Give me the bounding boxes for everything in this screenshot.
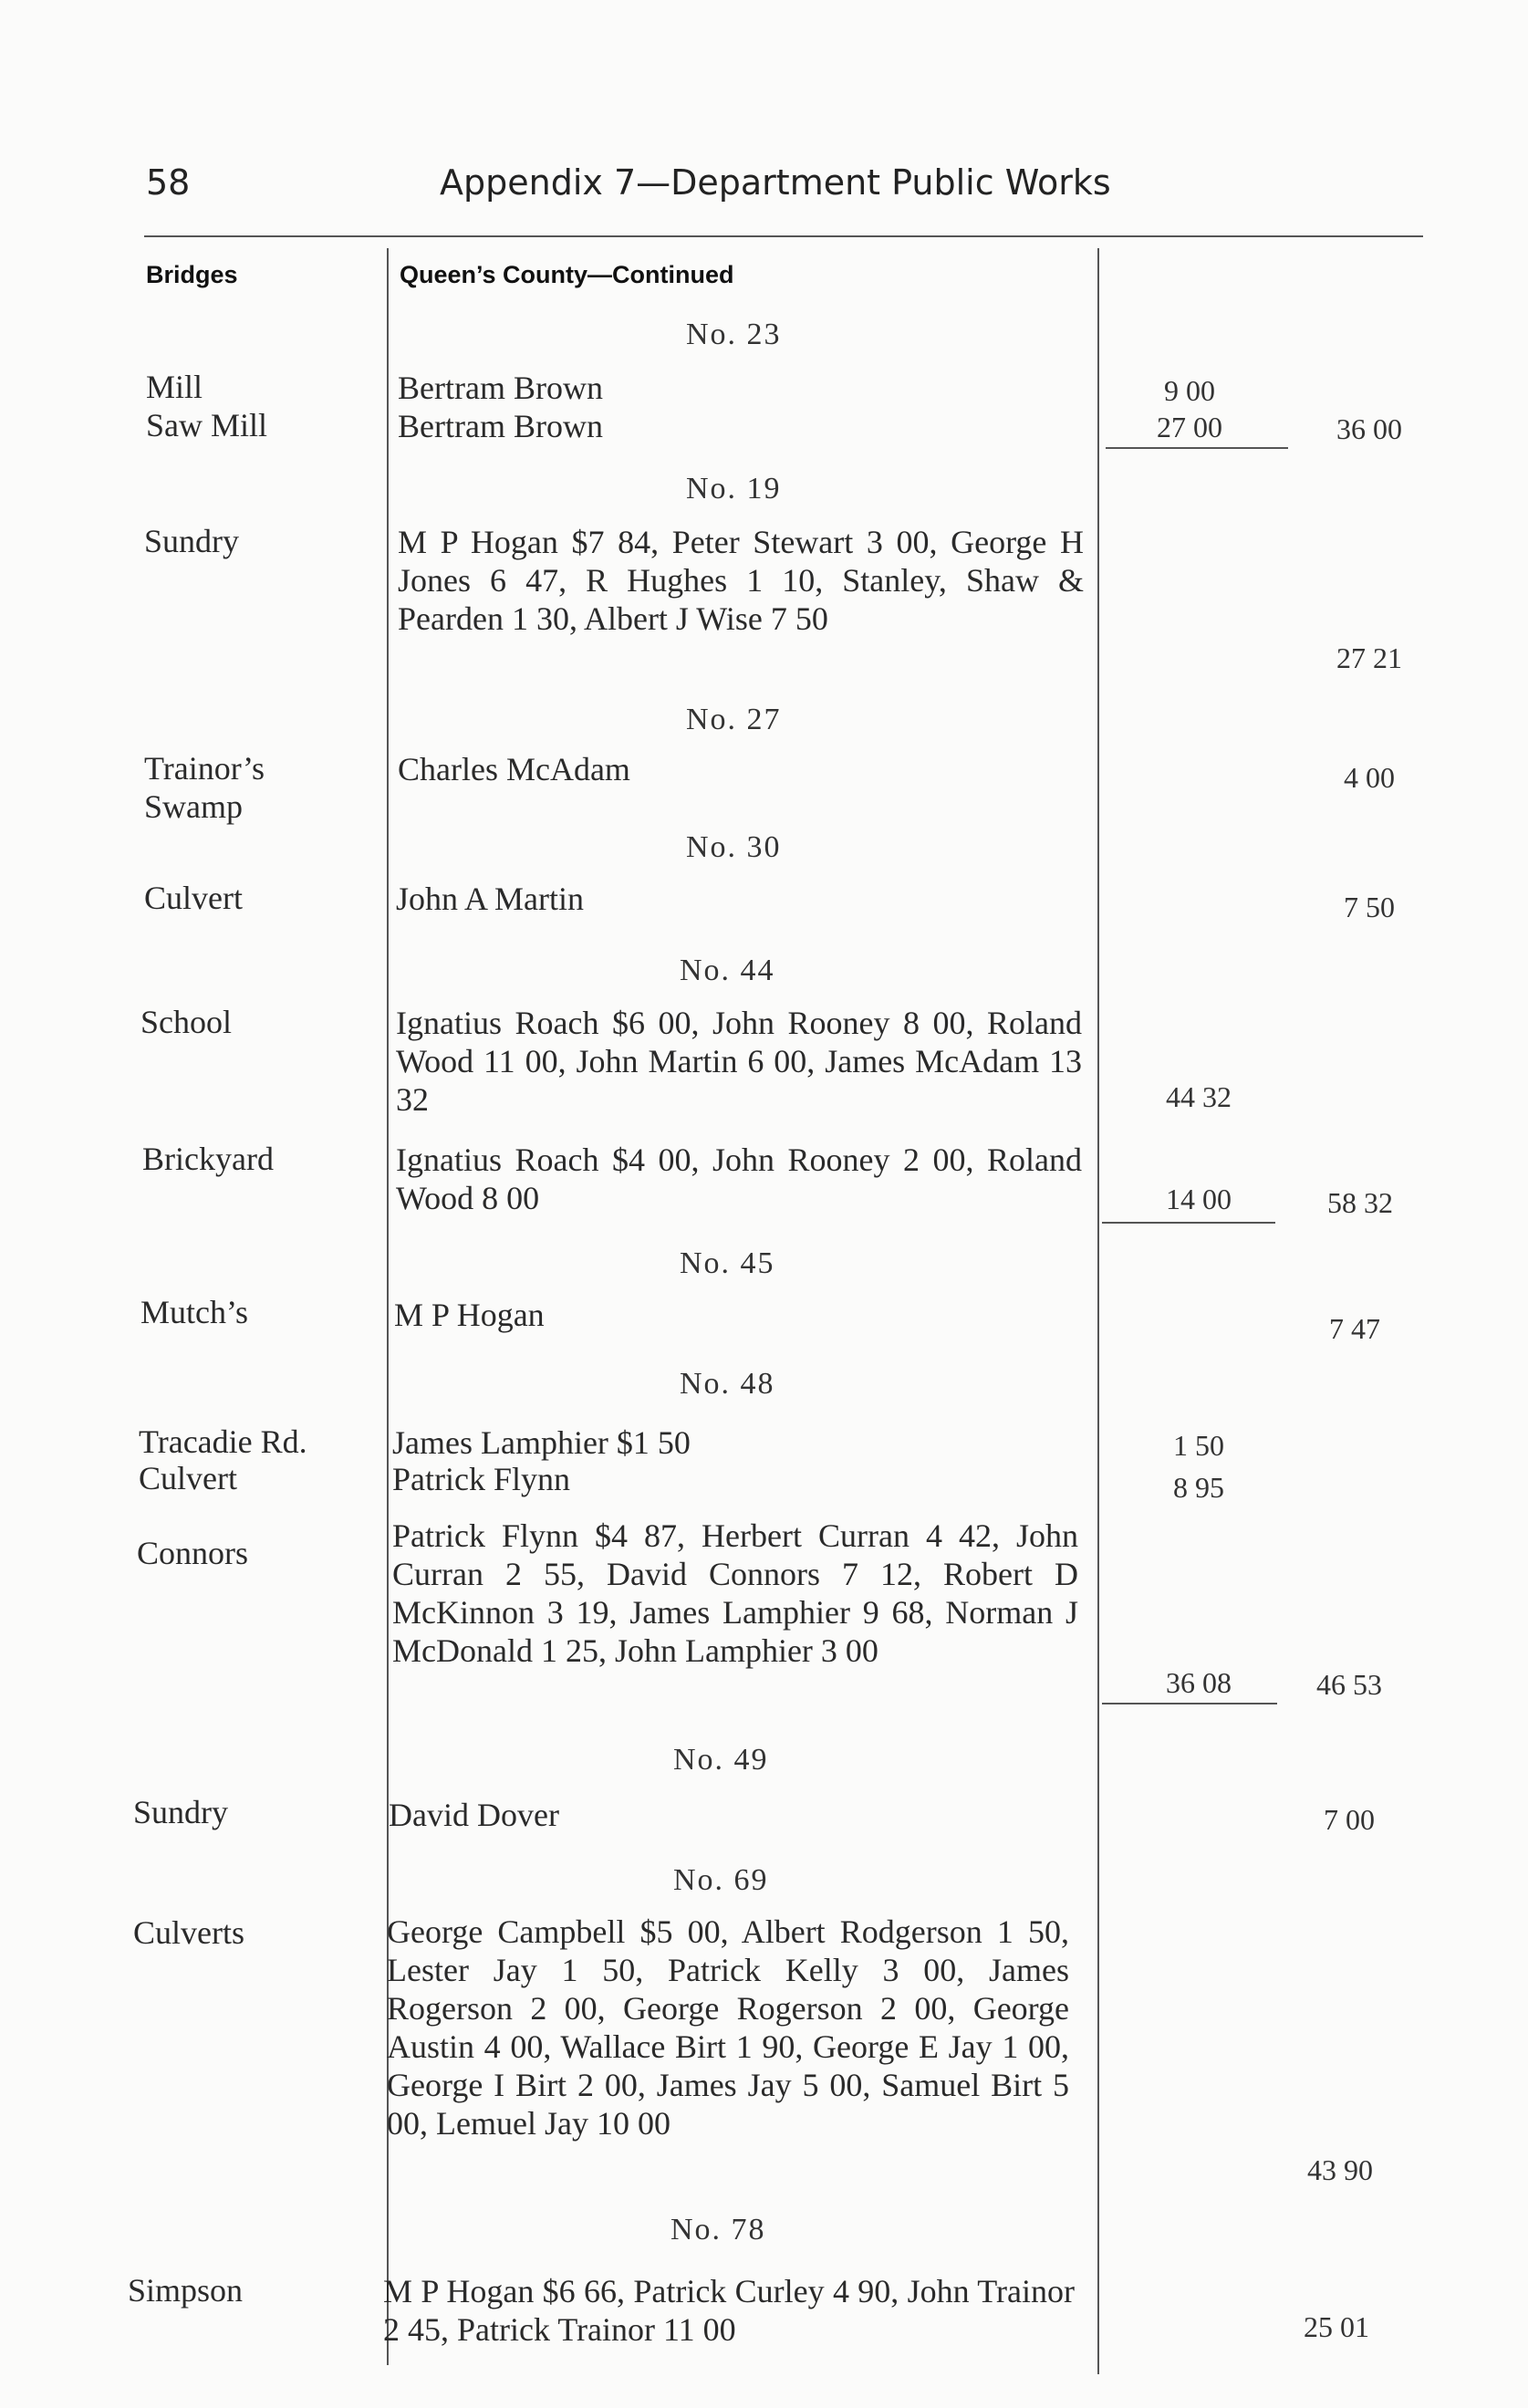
entry-no-30: John A Martin <box>396 881 585 917</box>
entry-tracadie: James Lamphier $1 50 <box>392 1424 691 1461</box>
label-saw-mill: Saw Mill <box>146 407 268 443</box>
page-number: 58 <box>146 162 191 203</box>
sub-amount: 44 32 <box>1166 1080 1232 1113</box>
entry-no-27: Charles McAdam <box>398 751 630 787</box>
total-amount: 4 00 <box>1344 761 1395 794</box>
label-culvert-2: Culvert <box>139 1460 237 1496</box>
total-amount: 25 01 <box>1304 2310 1369 2343</box>
subtotal-rule <box>1102 1222 1275 1224</box>
label-sundry-2: Sundry <box>133 1794 229 1830</box>
total-amount: 7 00 <box>1324 1803 1375 1836</box>
label-sundry: Sundry <box>144 523 240 559</box>
label-culvert: Culvert <box>144 880 243 916</box>
label-mill: Mill <box>146 369 203 405</box>
entry-brickyard: Ignatius Roach $4 00, John Rooney 2 00, Roland Wood 8 00 <box>396 1141 1082 1216</box>
total-amount: 7 50 <box>1344 891 1395 923</box>
entry-school: Ignatius Roach $6 00, John Rooney 8 00, Roland Wood 11 00, John Martin 6 00, James McAdam 13 32 <box>396 1005 1082 1118</box>
column-rule-right <box>1097 248 1099 2374</box>
section-no-49: No. 49 <box>673 1743 769 1777</box>
entry-no-19: M P Hogan $7 84, Peter Stewart 3 00, George H Jones 6 47, R Hughes 1 10, Stanley, Shaw & Pearden 1 30, Albert J Wise 7 50 <box>398 524 1084 637</box>
sub-amount: 27 00 <box>1157 411 1222 443</box>
sub-amount: 9 00 <box>1164 374 1215 407</box>
column-heading-county: Queen’s County—Continued <box>400 261 734 288</box>
section-no-19: No. 19 <box>686 472 782 506</box>
section-no-48: No. 48 <box>680 1367 775 1401</box>
entry-bertram-brown-1: Bertram Brown <box>398 370 603 406</box>
subtotal-rule <box>1102 1703 1277 1704</box>
entry-connors: Patrick Flynn $4 87, Herbert Curran 4 42, John Curran 2 55, David Connors 7 12, Robert D McKinnon 3 19, James Lamphier 9 68, Norman J McDonald 1 25, John Lamphier 3 00 <box>392 1517 1078 1669</box>
entry-culvert-flynn: Patrick Flynn <box>392 1461 570 1497</box>
section-no-78: No. 78 <box>670 2213 766 2246</box>
section-no-27: No. 27 <box>686 703 782 736</box>
label-tracadie-rd: Tracadie Rd. <box>139 1423 307 1460</box>
sub-amount: 36 08 <box>1166 1666 1232 1699</box>
sub-amount: 1 50 <box>1173 1429 1224 1462</box>
entry-no-49: David Dover <box>389 1797 559 1833</box>
sub-amount: 8 95 <box>1173 1471 1224 1504</box>
section-no-44: No. 44 <box>680 954 775 987</box>
entry-simpson: M P Hogan $6 66, Patrick Curley 4 90, John Trainor 2 45, Patrick Trainor 11 00 <box>383 2273 1075 2348</box>
section-no-30: No. 30 <box>686 830 782 864</box>
label-swamp: Swamp <box>144 788 243 825</box>
sub-amount: 14 00 <box>1166 1183 1232 1215</box>
page-title: Appendix 7—Department Public Works <box>440 162 1111 203</box>
label-trainors: Trainor’s <box>144 750 265 787</box>
total-amount: 46 53 <box>1316 1668 1382 1701</box>
section-no-69: No. 69 <box>673 1863 769 1897</box>
section-no-45: No. 45 <box>680 1246 775 1280</box>
label-mutchs: Mutch’s <box>140 1294 249 1330</box>
total-amount: 58 32 <box>1327 1186 1393 1219</box>
label-connors: Connors <box>137 1535 249 1571</box>
entry-no-45: M P Hogan <box>394 1297 545 1333</box>
total-amount: 27 21 <box>1336 641 1402 674</box>
entry-bertram-brown-2: Bertram Brown <box>398 408 603 444</box>
subtotal-rule <box>1106 447 1288 449</box>
label-culverts: Culverts <box>133 1914 244 1951</box>
label-brickyard: Brickyard <box>142 1141 274 1177</box>
total-amount: 43 90 <box>1307 2153 1373 2186</box>
total-amount: 7 47 <box>1329 1312 1380 1345</box>
column-heading-bridges: Bridges <box>146 261 238 288</box>
label-simpson: Simpson <box>128 2272 244 2309</box>
entry-culverts: George Campbell $5 00, Albert Rodgerson 1 50, Lester Jay 1 50, Patrick Kelly 3 00, James Rogerson 2 00, George Rogerson 2 00, George Austin 4 00, Wallace Birt 1 90, George E Jay 1 00, George I Birt 2 00, James Jay 5 00, Samuel Birt 5 00, Lemuel Jay 10 00 <box>387 1913 1069 2142</box>
header-rule <box>144 235 1423 237</box>
label-school: School <box>140 1004 233 1040</box>
section-no-23: No. 23 <box>686 318 782 351</box>
total-amount: 36 00 <box>1336 412 1402 445</box>
